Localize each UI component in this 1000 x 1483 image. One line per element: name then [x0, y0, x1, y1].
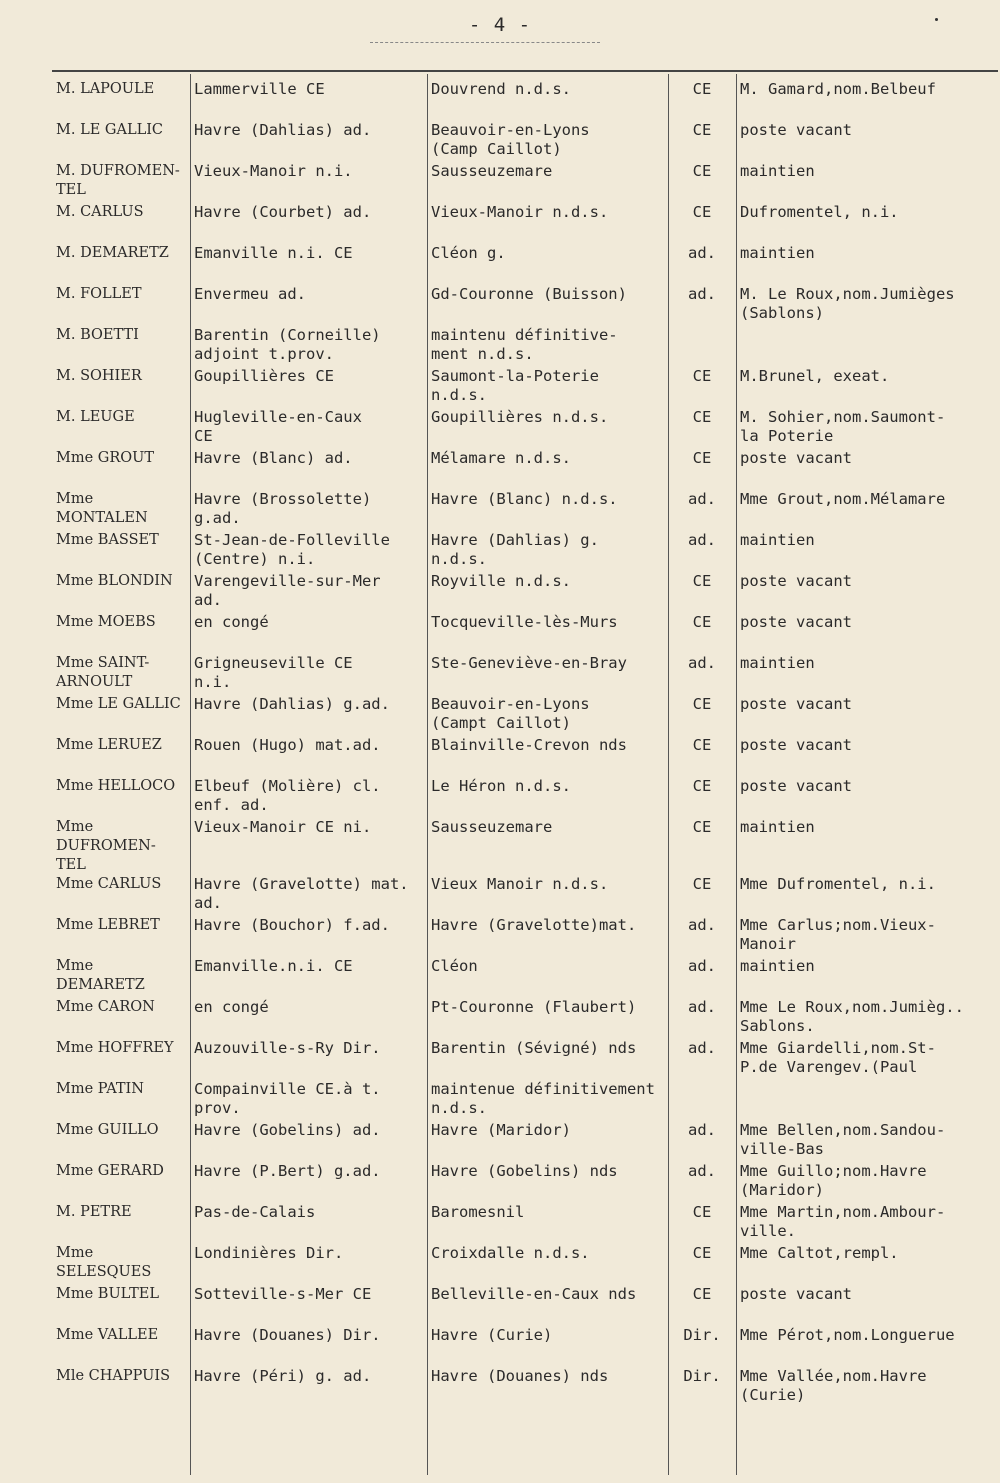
table-row [52, 1121, 998, 1162]
ink-speck [935, 18, 938, 21]
teacher-name-cell: M. LAPOULE [56, 81, 155, 97]
origin-post-cell: Varengeville-sur-Mer ad. [194, 572, 381, 609]
remark-cell: M.Brunel, exeat. [740, 367, 890, 385]
post-type-cell [668, 1080, 736, 1121]
teacher-name-cell: M. LEUGE [56, 409, 135, 425]
origin-post-cell: Envermeu ad. [194, 285, 306, 303]
top-rule [52, 70, 998, 72]
teacher-name-cell: M. PETRE [56, 1204, 132, 1220]
origin-post-cell: Compainville CE.à t. prov. [194, 1080, 381, 1117]
remark-cell: Mme Bellen,nom.Sandou- ville-Bas [740, 1121, 946, 1158]
remark-cell: Mme Guillo;nom.Havre (Maridor) [740, 1162, 927, 1199]
table-row [52, 654, 998, 695]
remark-cell: poste vacant [740, 695, 852, 713]
teacher-name-cell: Mme VALLEE [56, 1327, 159, 1343]
origin-post-cell: Vieux-Manoir n.i. [194, 162, 353, 180]
teacher-name-cell: Mme CARLUS [56, 876, 162, 892]
teacher-name-cell: M. BOETTI [56, 327, 139, 343]
origin-post-cell: Havre (Bouchor) f.ad. [194, 916, 390, 934]
origin-post-cell: Auzouville-s-Ry Dir. [194, 1039, 381, 1057]
remark-cell: poste vacant [740, 449, 852, 467]
post-type-cell: ad. [688, 1039, 716, 1057]
remark-cell: maintien [740, 531, 815, 549]
remark-cell: M. Le Roux,nom.Jumièges (Sablons) [740, 285, 955, 322]
origin-post-cell: Havre (Brossolette) g.ad. [194, 490, 372, 527]
table-row [52, 916, 998, 957]
post-type-cell: CE [692, 449, 712, 467]
table-row [52, 818, 998, 875]
post-type-cell: CE [692, 1203, 712, 1221]
origin-post-cell: Havre (Douanes) Dir. [194, 1326, 381, 1344]
table-row [52, 875, 998, 916]
table-row [52, 285, 998, 326]
table-row [52, 490, 998, 531]
post-type-cell: CE [692, 408, 712, 426]
post-type-cell: CE [692, 572, 712, 590]
post-type-cell: ad. [688, 531, 716, 549]
remark-cell: maintien [740, 957, 815, 975]
post-type-cell: Dir. [683, 1326, 721, 1344]
table-row [52, 162, 998, 203]
remark-cell: poste vacant [740, 572, 852, 590]
new-post-cell: Havre (Gobelins) nds [431, 1162, 618, 1180]
table-row [52, 367, 998, 408]
new-post-cell: maintenue définitivement n.d.s. [431, 1080, 655, 1117]
teacher-name-cell: Mme DEMARETZ [56, 958, 145, 993]
new-post-cell: Ste-Geneviève-en-Bray [431, 654, 627, 672]
remark-cell: M. Gamard,nom.Belbeuf [740, 80, 936, 98]
remark-cell: poste vacant [740, 613, 852, 631]
teacher-name-cell: Mme BULTEL [56, 1286, 159, 1302]
post-type-cell: CE [692, 875, 712, 893]
table-row [52, 1326, 998, 1367]
new-post-cell: Sausseuzemare [431, 162, 553, 180]
origin-post-cell: Elbeuf (Molière) cl. enf. ad. [194, 777, 381, 814]
new-post-cell: Croixdalle n.d.s. [431, 1244, 590, 1262]
post-type-cell: ad. [688, 244, 716, 262]
new-post-cell: Havre (Curie) [431, 1326, 553, 1344]
teacher-name-cell: Mme MOEBS [56, 614, 156, 630]
table-row [52, 777, 998, 818]
teacher-name-cell: Mme BASSET [56, 532, 159, 548]
page-number: - 4 - [468, 14, 532, 36]
remark-cell: Mme Carlus;nom.Vieux- Manoir [740, 916, 936, 953]
post-type-cell: CE [692, 162, 712, 180]
origin-post-cell: Havre (Gravelotte) mat. ad. [194, 875, 409, 912]
origin-post-cell: St-Jean-de-Folleville (Centre) n.i. [194, 531, 390, 568]
new-post-cell: Douvrend n.d.s. [431, 80, 571, 98]
remark-cell: Mme Caltot,rempl. [740, 1244, 899, 1262]
post-type-cell: ad. [688, 1162, 716, 1180]
teacher-name-cell: Mme MONTALEN [56, 491, 148, 526]
origin-post-cell: en congé [194, 613, 269, 631]
post-type-cell: CE [692, 367, 712, 385]
remark-cell: Dufromentel, n.i. [740, 203, 899, 221]
table-row [52, 531, 998, 572]
remark-cell: maintien [740, 244, 815, 262]
remark-cell: maintien [740, 162, 815, 180]
table-row [52, 449, 998, 490]
table-row [52, 957, 998, 998]
remark-cell: Mme Pérot,nom.Longuerue [740, 1326, 955, 1344]
origin-post-cell: Lammerville CE [194, 80, 325, 98]
teacher-name-cell: Mme BLONDIN [56, 573, 173, 589]
post-type-cell: ad. [688, 654, 716, 672]
origin-post-cell: Grigneuseville CE n.i. [194, 654, 353, 691]
new-post-cell: Barentin (Sévigné) nds [431, 1039, 637, 1057]
teacher-name-cell: Mme HOFFREY [56, 1040, 174, 1056]
new-post-cell: maintenu définitive- ment n.d.s. [431, 326, 618, 363]
origin-post-cell: Havre (P.Bert) g.ad. [194, 1162, 381, 1180]
table-row [52, 1244, 998, 1285]
post-type-cell: CE [692, 777, 712, 795]
teacher-name-cell: Mme SELESQUES [56, 1245, 152, 1280]
origin-post-cell: Havre (Dahlias) ad. [194, 121, 372, 139]
new-post-cell: Vieux-Manoir n.d.s. [431, 203, 609, 221]
table-row [52, 408, 998, 449]
post-type-cell: ad. [688, 998, 716, 1016]
origin-post-cell: Emanville n.i. CE [194, 244, 353, 262]
post-type-cell [668, 326, 736, 367]
teacher-name-cell: Mme LEBRET [56, 917, 160, 933]
teacher-name-cell: M. CARLUS [56, 204, 144, 220]
new-post-cell: Sausseuzemare [431, 818, 553, 836]
remark-cell: Mme Martin,nom.Ambour- ville. [740, 1203, 946, 1240]
remark-cell: maintien [740, 654, 815, 672]
origin-post-cell: Havre (Gobelins) ad. [194, 1121, 381, 1139]
new-post-cell: Beauvoir-en-Lyons (Camp Caillot) [431, 121, 590, 158]
new-post-cell: Pt-Couronne (Flaubert) [431, 998, 637, 1016]
origin-post-cell: Rouen (Hugo) mat.ad. [194, 736, 381, 754]
teacher-name-cell: Mme LE GALLIC [56, 696, 181, 712]
new-post-cell: Saumont-la-Poterie n.d.s. [431, 367, 599, 404]
table-row [52, 1162, 998, 1203]
post-type-cell: CE [692, 80, 712, 98]
post-type-cell: CE [692, 613, 712, 631]
teacher-name-cell: Mme GUILLO [56, 1122, 159, 1138]
remark-cell [736, 326, 998, 367]
post-type-cell: Dir. [683, 1367, 721, 1385]
new-post-cell: Beauvoir-en-Lyons (Campt Caillot) [431, 695, 590, 732]
table-row [52, 1080, 998, 1121]
remark-cell: Mme Dufromentel, n.i. [740, 875, 936, 893]
origin-post-cell: Emanville.n.i. CE [194, 957, 353, 975]
post-type-cell: ad. [688, 490, 716, 508]
origin-post-cell: Goupillières CE [194, 367, 334, 385]
teacher-name-cell: Mme GROUT [56, 450, 155, 466]
new-post-cell: Havre (Blanc) n.d.s. [431, 490, 618, 508]
new-post-cell: Tocqueville-lès-Murs [431, 613, 618, 631]
origin-post-cell: Hugleville-en-Caux CE [194, 408, 362, 445]
post-type-cell: CE [692, 1285, 712, 1303]
teacher-name-cell: Mme SAINT- ARNOULT [56, 655, 150, 690]
table-row [52, 998, 998, 1039]
table-row [52, 1285, 998, 1326]
origin-post-cell: Havre (Péri) g. ad. [194, 1367, 372, 1385]
origin-post-cell: Havre (Dahlias) g.ad. [194, 695, 390, 713]
post-type-cell: ad. [688, 1121, 716, 1139]
teacher-name-cell: Mme LERUEZ [56, 737, 162, 753]
remark-cell: Mme Giardelli,nom.St- P.de Varengev.(Paul [740, 1039, 936, 1076]
post-type-cell: ad. [688, 285, 716, 303]
post-type-cell: CE [692, 818, 712, 836]
origin-post-cell: Havre (Blanc) ad. [194, 449, 353, 467]
origin-post-cell: Sotteville-s-Mer CE [194, 1285, 372, 1303]
post-type-cell: CE [692, 1244, 712, 1262]
remark-cell: poste vacant [740, 121, 852, 139]
new-post-cell: Gd-Couronne (Buisson) [431, 285, 627, 303]
table-row [52, 203, 998, 244]
remark-cell: M. Sohier,nom.Saumont- la Poterie [740, 408, 946, 445]
remark-cell: poste vacant [740, 1285, 852, 1303]
remark-cell: poste vacant [740, 777, 852, 795]
new-post-cell: Goupillières n.d.s. [431, 408, 609, 426]
remark-cell [736, 1080, 998, 1121]
appointments-table [52, 80, 998, 1408]
table-row [52, 695, 998, 736]
table-row [52, 244, 998, 285]
origin-post-cell: en congé [194, 998, 269, 1016]
origin-post-cell: Pas-de-Calais [194, 1203, 316, 1221]
teacher-name-cell: M. SOHIER [56, 368, 142, 384]
teacher-name-cell: M. FOLLET [56, 286, 142, 302]
table-row [52, 1203, 998, 1244]
table-row [52, 1039, 998, 1080]
table-row [52, 326, 998, 367]
teacher-name-cell: Mme CARON [56, 999, 155, 1015]
teacher-name-cell: Mme GERARD [56, 1163, 164, 1179]
new-post-cell: Belleville-en-Caux nds [431, 1285, 637, 1303]
new-post-cell: Cléon [431, 957, 478, 975]
new-post-cell: Baromesnil [431, 1203, 525, 1221]
new-post-cell: Havre (Maridor) [431, 1121, 571, 1139]
new-post-cell: Mélamare n.d.s. [431, 449, 571, 467]
new-post-cell: Cléon g. [431, 244, 506, 262]
teacher-name-cell: Mme DUFROMEN- TEL [56, 819, 156, 873]
new-post-cell: Le Héron n.d.s. [431, 777, 571, 795]
teacher-name-cell: M. DEMARETZ [56, 245, 169, 261]
table-row [52, 121, 998, 162]
post-type-cell: CE [692, 736, 712, 754]
remark-cell: poste vacant [740, 736, 852, 754]
new-post-cell: Blainville-Crevon nds [431, 736, 627, 754]
origin-post-cell: Barentin (Corneille) adjoint t.prov. [194, 326, 381, 363]
teacher-name-cell: M. DUFROMEN- TEL [56, 163, 180, 198]
post-type-cell: CE [692, 203, 712, 221]
table-row [52, 80, 998, 121]
origin-post-cell: Havre (Courbet) ad. [194, 203, 372, 221]
remark-cell: Mme Le Roux,nom.Jumièg.. Sablons. [740, 998, 964, 1035]
table-row [52, 572, 998, 613]
new-post-cell: Havre (Douanes) nds [431, 1367, 609, 1385]
teacher-name-cell: Mme HELLOCO [56, 778, 176, 794]
teacher-name-cell: Mle CHAPPUIS [56, 1368, 171, 1384]
decorative-dash-line [370, 42, 600, 43]
table-row [52, 1367, 998, 1408]
table-row [52, 736, 998, 777]
new-post-cell: Royville n.d.s. [431, 572, 571, 590]
post-type-cell: CE [692, 121, 712, 139]
post-type-cell: CE [692, 695, 712, 713]
teacher-name-cell: M. LE GALLIC [56, 122, 164, 138]
table-row [52, 613, 998, 654]
origin-post-cell: Londinières Dir. [194, 1244, 344, 1262]
new-post-cell: Havre (Gravelotte)mat. [431, 916, 637, 934]
remark-cell: Mme Vallée,nom.Havre (Curie) [740, 1367, 927, 1404]
origin-post-cell: Vieux-Manoir CE ni. [194, 818, 372, 836]
new-post-cell: Havre (Dahlias) g. n.d.s. [431, 531, 599, 568]
post-type-cell: ad. [688, 916, 716, 934]
remark-cell: maintien [740, 818, 815, 836]
post-type-cell: ad. [688, 957, 716, 975]
appointments-table-body [52, 80, 998, 1408]
teacher-name-cell: Mme PATIN [56, 1081, 144, 1097]
remark-cell: Mme Grout,nom.Mélamare [740, 490, 946, 508]
new-post-cell: Vieux Manoir n.d.s. [431, 875, 609, 893]
